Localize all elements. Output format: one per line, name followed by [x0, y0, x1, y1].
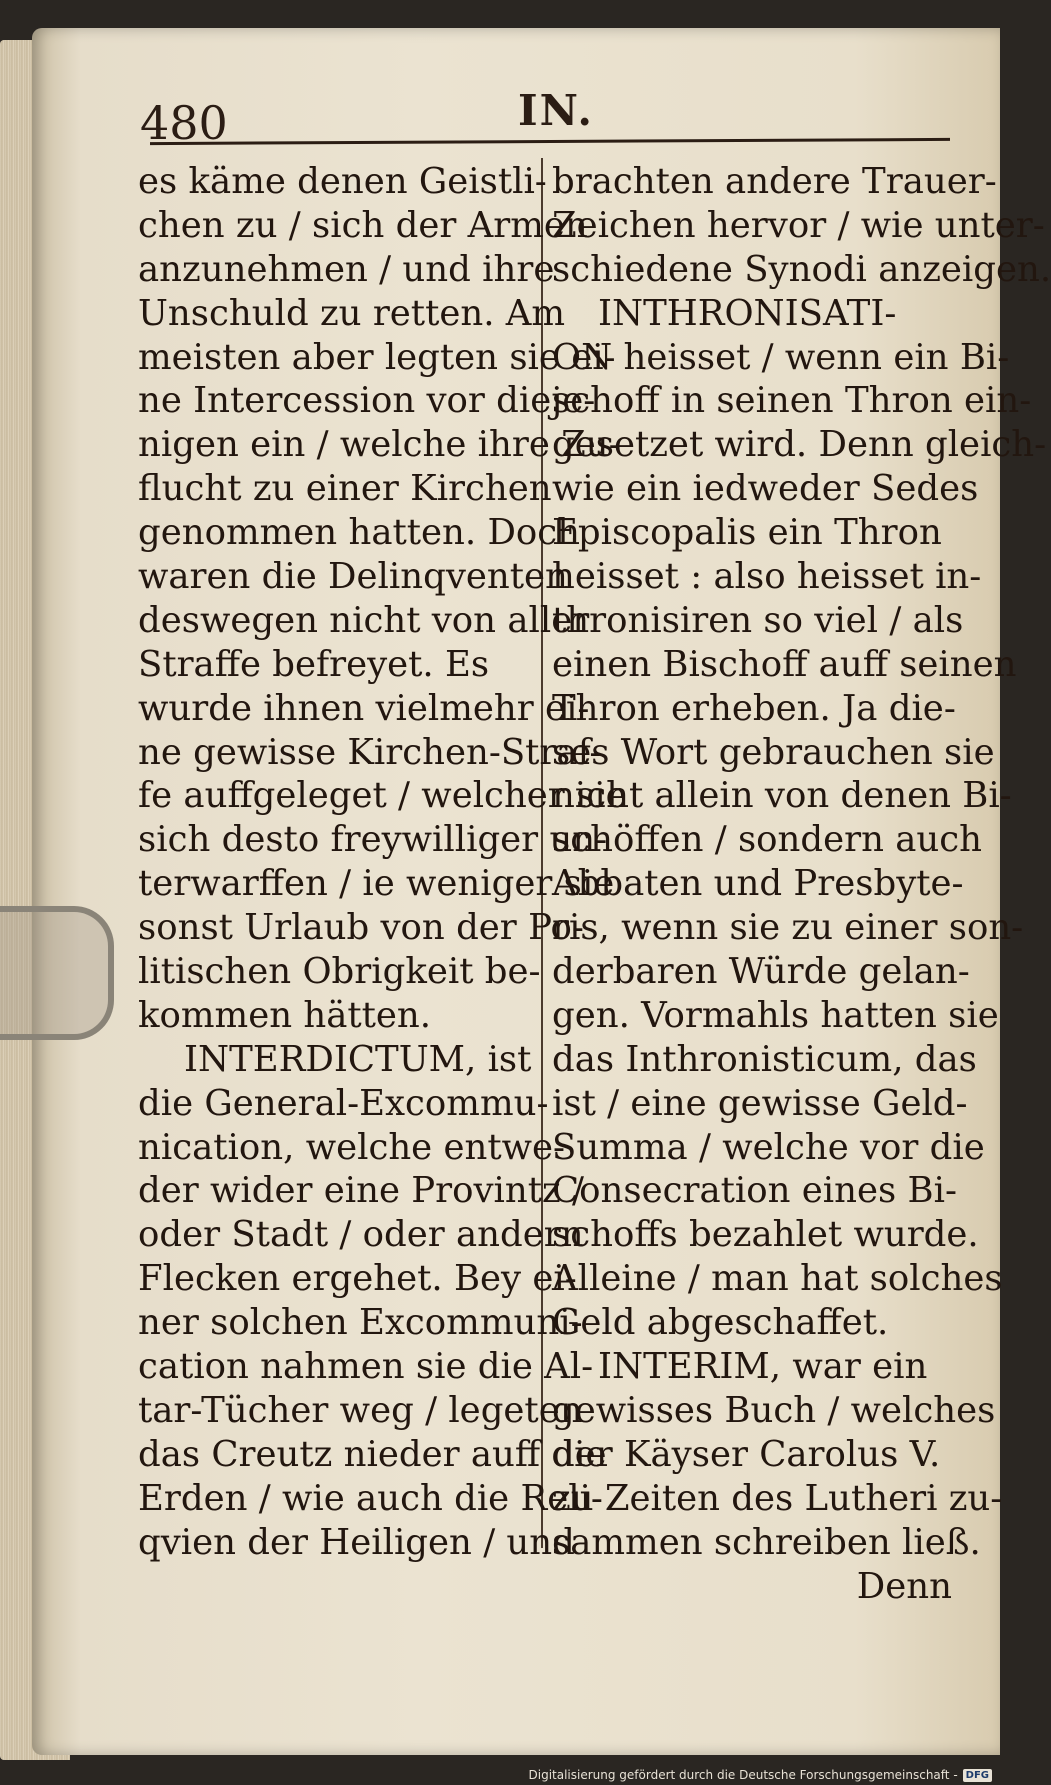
left-column	[138, 160, 627, 1565]
text-line: schöffen / sondern auch	[552, 819, 983, 861]
text-line: derbaren Würde gelan-	[552, 951, 970, 993]
text-line: das Creutz nieder auff die	[138, 1433, 607, 1475]
digitization-credit	[529, 1768, 993, 1782]
text-line: Episcopalis ein Thron	[552, 512, 942, 554]
page-number: 480	[140, 96, 228, 150]
text-line: genommen hatten. Doch	[138, 512, 581, 554]
dfg-logo: DFG	[963, 1769, 992, 1782]
text-line: brachten andere Trauer-	[552, 161, 997, 202]
credit-text: Digitalisierung gefördert durch die Deutsche Forschungsgemeinschaft -	[528, 1768, 958, 1782]
text-line: wurde ihnen vielmehr ei-	[138, 687, 590, 729]
text-line: sonst Urlaub von der Po-	[138, 907, 584, 949]
text-line: meisten aber legten sie ei-	[138, 336, 616, 378]
text-line: ON heisset / wenn ein Bi-	[552, 336, 1010, 378]
entry-heading-interim: INTERIM, war ein	[598, 1346, 928, 1388]
text-line: gewisses Buch / welches	[552, 1389, 996, 1431]
text-line: es käme denen Geistli-	[138, 161, 547, 202]
text-line: nication, welche entwe-	[138, 1126, 566, 1168]
text-line: die General-Excommu-	[138, 1082, 549, 1124]
text-line: Flecken ergehet. Bey ei-	[138, 1258, 577, 1300]
text-line: Consecration eines Bi-	[552, 1170, 957, 1212]
text-line: kommen hätten.	[138, 994, 432, 1036]
text-line: ne Intercession vor dieje-	[138, 380, 596, 422]
text-line: nicht allein von denen Bi-	[552, 775, 1012, 817]
text-line: gen. Vormahls hatten sie	[552, 994, 999, 1036]
text-line: heisset : also heisset in-	[552, 556, 982, 598]
text-line: ses Wort gebrauchen sie	[552, 731, 995, 773]
text-line: chen zu / sich der Armen	[138, 204, 588, 246]
running-head: IN.	[518, 86, 594, 135]
text-line: litischen Obrigkeit be-	[138, 951, 541, 993]
text-line: waren die Delinqventen	[138, 556, 568, 598]
text-line: Straffe befreyet. Es	[138, 643, 490, 685]
text-line: anzunehmen / und ihre	[138, 248, 555, 290]
text-line: ne gewisse Kirchen-Straf-	[138, 731, 602, 773]
text-line: deswegen nicht von aller	[138, 599, 590, 641]
text-line: gesetzet wird. Denn gleich-	[552, 424, 1047, 466]
text-line: thronisiren so viel / als	[552, 599, 964, 641]
right-column	[552, 160, 1051, 1608]
text-line: zu Zeiten des Lutheri zu-	[552, 1477, 1003, 1519]
catchword: Denn	[856, 1565, 952, 1607]
text-line: sammen schreiben ließ.	[552, 1521, 981, 1563]
text-line: flucht zu einer Kirchen	[138, 468, 552, 510]
text-line: qvien der Heiligen / und	[138, 1521, 575, 1563]
text-line: cation nahmen sie die Al-	[138, 1346, 594, 1388]
text-line: Zeichen hervor / wie unter-	[552, 204, 1045, 246]
text-line: das Inthronisticum, das	[552, 1038, 977, 1080]
text-line: terwarffen / ie weniger sie	[138, 863, 615, 905]
text-line: nigen ein / welche ihre Zu-	[138, 424, 621, 466]
entry-heading-interdictum: INTERDICTUM, ist	[184, 1038, 532, 1080]
text-line: der wider eine Provintz /	[138, 1170, 584, 1212]
text-line: ner solchen Excommuni-	[138, 1302, 583, 1344]
text-line: Geld abgeschaffet.	[552, 1302, 889, 1344]
text-line: wie ein iedweder Sedes	[552, 468, 979, 510]
text-line: Erden / wie auch die Reli-	[138, 1477, 603, 1519]
page-clip-band	[0, 906, 114, 1040]
text-line: schiedene Synodi anzeigen.	[552, 248, 1051, 290]
text-line: ist / eine gewisse Geld-	[552, 1082, 968, 1124]
text-line: sich desto freywilliger un-	[138, 819, 608, 861]
entry-heading-inthronisation: INTHRONISATI-	[598, 292, 897, 334]
text-line: der Käyser Carolus V.	[552, 1433, 941, 1475]
text-line: oder Stadt / oder andern	[138, 1214, 584, 1256]
text-line: ris, wenn sie zu einer son-	[552, 907, 1024, 949]
text-line: Summa / welche vor die	[552, 1126, 985, 1168]
text-line: fe auffgeleget / welcher sie	[138, 775, 627, 817]
text-line: Alleine / man hat solches	[552, 1258, 1003, 1300]
text-line: schoffs bezahlet wurde.	[552, 1214, 979, 1256]
text-line: Thron erheben. Ja die-	[552, 687, 956, 729]
text-line: schoff in seinen Thron ein-	[552, 380, 1032, 422]
text-line: Abbaten und Presbyte-	[552, 863, 964, 905]
text-line: tar-Tücher weg / legeten	[138, 1389, 583, 1431]
text-line: Unschuld zu retten. Am	[138, 292, 566, 334]
text-line: einen Bischoff auff seinen	[552, 643, 1017, 685]
